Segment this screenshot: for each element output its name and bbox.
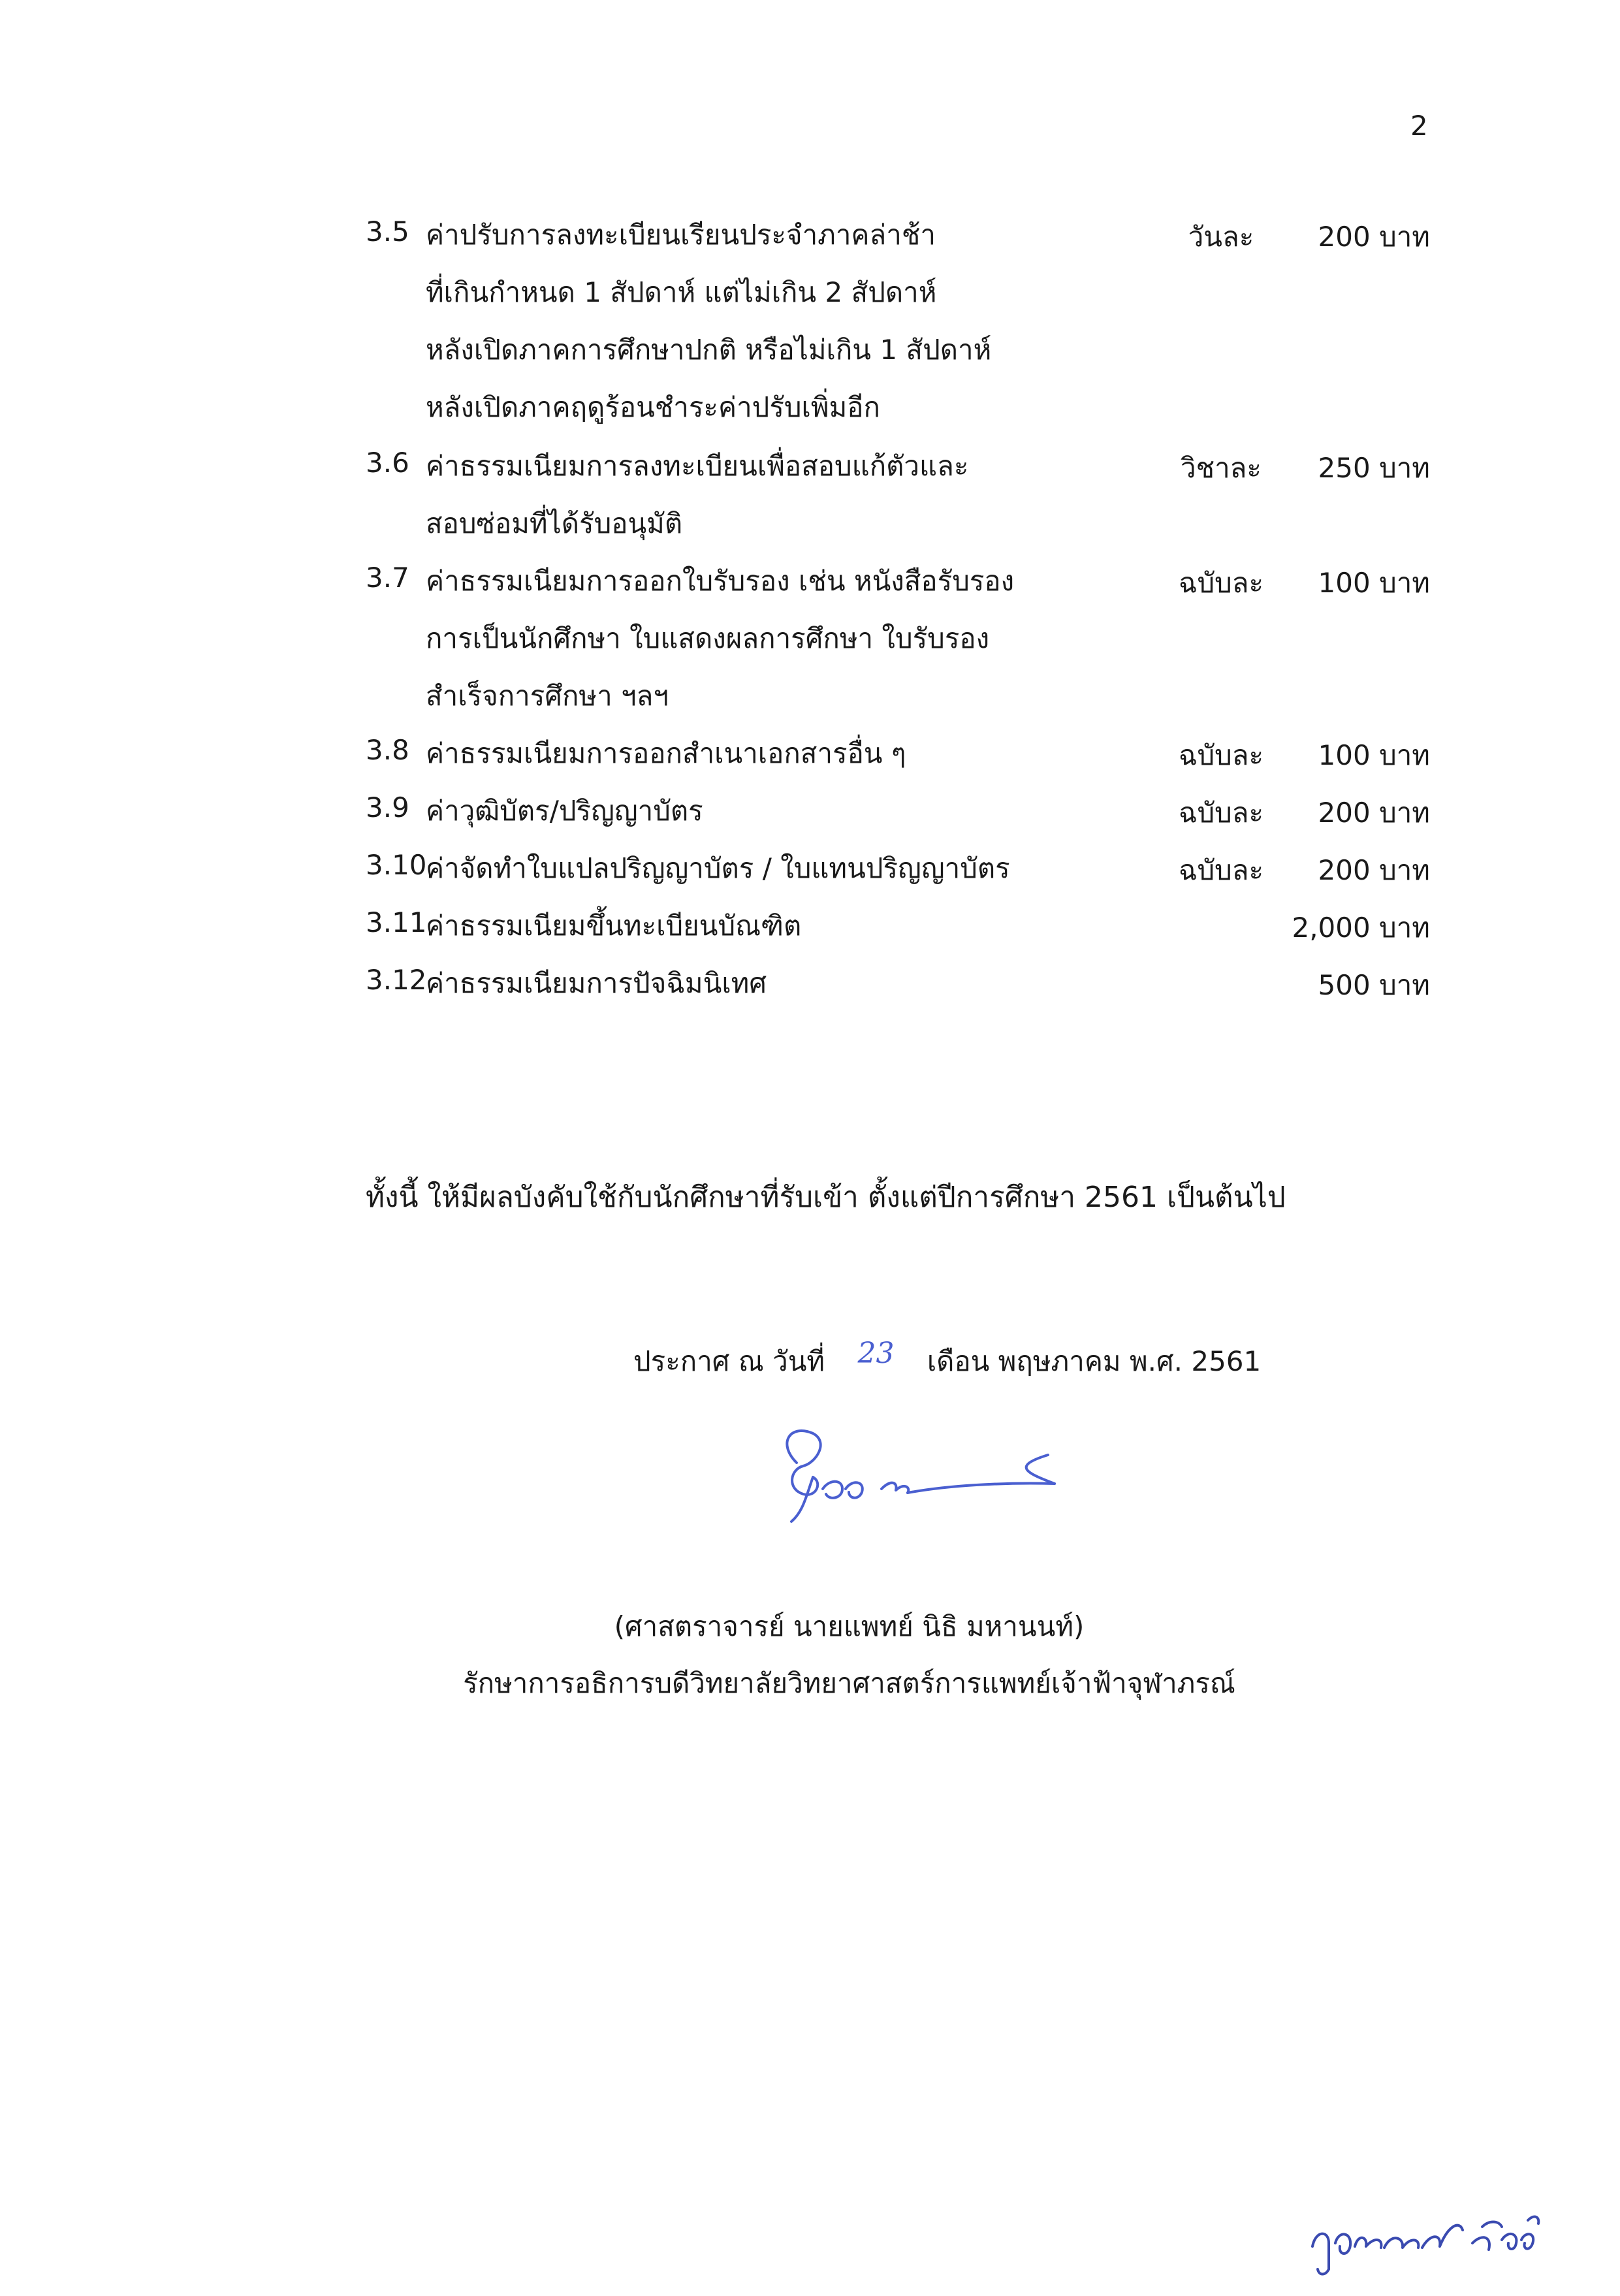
fee-amount: 200 บาท [1318, 221, 1430, 253]
fee-unit: วิชาละ [1181, 452, 1262, 484]
fee-description [426, 215, 991, 445]
announcement-prefix: ประกาศ ณ วันที่ [633, 1345, 825, 1377]
fee-unit: ฉบับละ [1178, 854, 1264, 886]
effective-statement: ทั้งนี้ ให้มีผลบังคับใช้กับนักศึกษาที่รับเข้า ตั้งแต่ปีการศึกษา 2561 เป็นต้นไป [366, 1181, 1286, 1214]
fee-number: 3.11 [366, 906, 427, 938]
announcement-line [633, 1337, 1262, 1383]
fee-description-line: สอบซ่อมที่ได้รับอนุมัติ [426, 507, 683, 539]
fee-description-line: การเป็นนักศึกษา ใบแสดงผลการศึกษา ใบรับรอง [426, 622, 990, 654]
fee-number: 3.12 [366, 964, 427, 996]
fee-amount: 100 บาท [1318, 567, 1430, 599]
fee-unit: ฉบับละ [1178, 567, 1264, 599]
fee-amount: 100 บาท [1318, 739, 1430, 771]
signature-image [751, 1417, 1077, 1528]
fee-amount: 200 บาท [1318, 797, 1430, 829]
fee-number: 3.9 [366, 791, 409, 823]
fee-amount: 200 บาท [1318, 854, 1430, 886]
fee-description-line: ค่าวุฒิบัตร/ปริญญาบัตร [426, 795, 703, 827]
fee-description-line: ค่าจัดทำใบแปลปริญญาบัตร / ใบแทนปริญญาบัตร [426, 852, 1010, 884]
fee-description [426, 791, 703, 849]
fee-description-line: ที่เกินกำหนด 1 สัปดาห์ แต่ไม่เกิน 2 สัปดาห์ [426, 276, 937, 308]
fee-number: 3.7 [366, 562, 409, 594]
fee-description [426, 734, 906, 791]
fee-amount: 2,000 บาท [1292, 912, 1430, 944]
fee-description-line: ค่าปรับการลงทะเบียนเรียนประจำภาคล่าช้า [426, 219, 936, 251]
fee-description [426, 447, 968, 562]
fee-description [426, 906, 801, 964]
fee-amount: 250 บาท [1318, 452, 1430, 484]
fee-description-line: สำเร็จการศึกษา ฯลฯ [426, 680, 669, 712]
handwritten-day: 23 [857, 1337, 895, 1370]
fee-description-line: ค่าธรรมเนียมการออกสำเนาเอกสารอื่น ๆ [426, 737, 906, 769]
signer-name: (ศาสตราจารย์ นายแพทย์ นิธิ มหานนท์) [614, 1610, 1085, 1642]
fee-unit: วันละ [1188, 221, 1254, 253]
fee-description-line: ค่าธรรมเนียมการปัจฉิมนิเทศ [426, 967, 767, 999]
fee-description-line: ค่าธรรมเนียมขึ้นทะเบียนบัณฑิต [426, 910, 802, 942]
handwritten-initials [1306, 2207, 1541, 2279]
fee-description-line: ค่าธรรมเนียมการลงทะเบียนเพื่อสอบแก้ตัวและ [426, 450, 969, 482]
fee-number: 3.6 [366, 447, 409, 479]
fee-unit: ฉบับละ [1178, 797, 1264, 829]
fee-description [426, 562, 1014, 734]
announcement-suffix: เดือน พฤษภาคม พ.ศ. 2561 [927, 1345, 1262, 1377]
fee-number: 3.5 [366, 215, 409, 247]
signer-title: รักษาการอธิการบดีวิทยาลัยวิทยาศาสตร์การแพทย์เจ้าฟ้าจุฬาภรณ์ [463, 1667, 1235, 1699]
fee-description-line: หลังเปิดภาคฤดูร้อนชำระค่าปรับเพิ่มอีก [426, 391, 880, 423]
page-number: 2 [1410, 110, 1428, 142]
fee-description [426, 849, 1010, 906]
fee-description [426, 964, 767, 1021]
fee-amount: 500 บาท [1318, 969, 1430, 1001]
fee-description-line: ค่าธรรมเนียมการออกใบรับรอง เช่น หนังสือรับรอง [426, 565, 1015, 597]
fee-unit: ฉบับละ [1178, 739, 1264, 771]
fee-number: 3.8 [366, 734, 409, 766]
fee-description-line: หลังเปิดภาคการศึกษาปกติ หรือไม่เกิน 1 สัปดาห์ [426, 334, 992, 366]
fee-number: 3.10 [366, 849, 427, 881]
